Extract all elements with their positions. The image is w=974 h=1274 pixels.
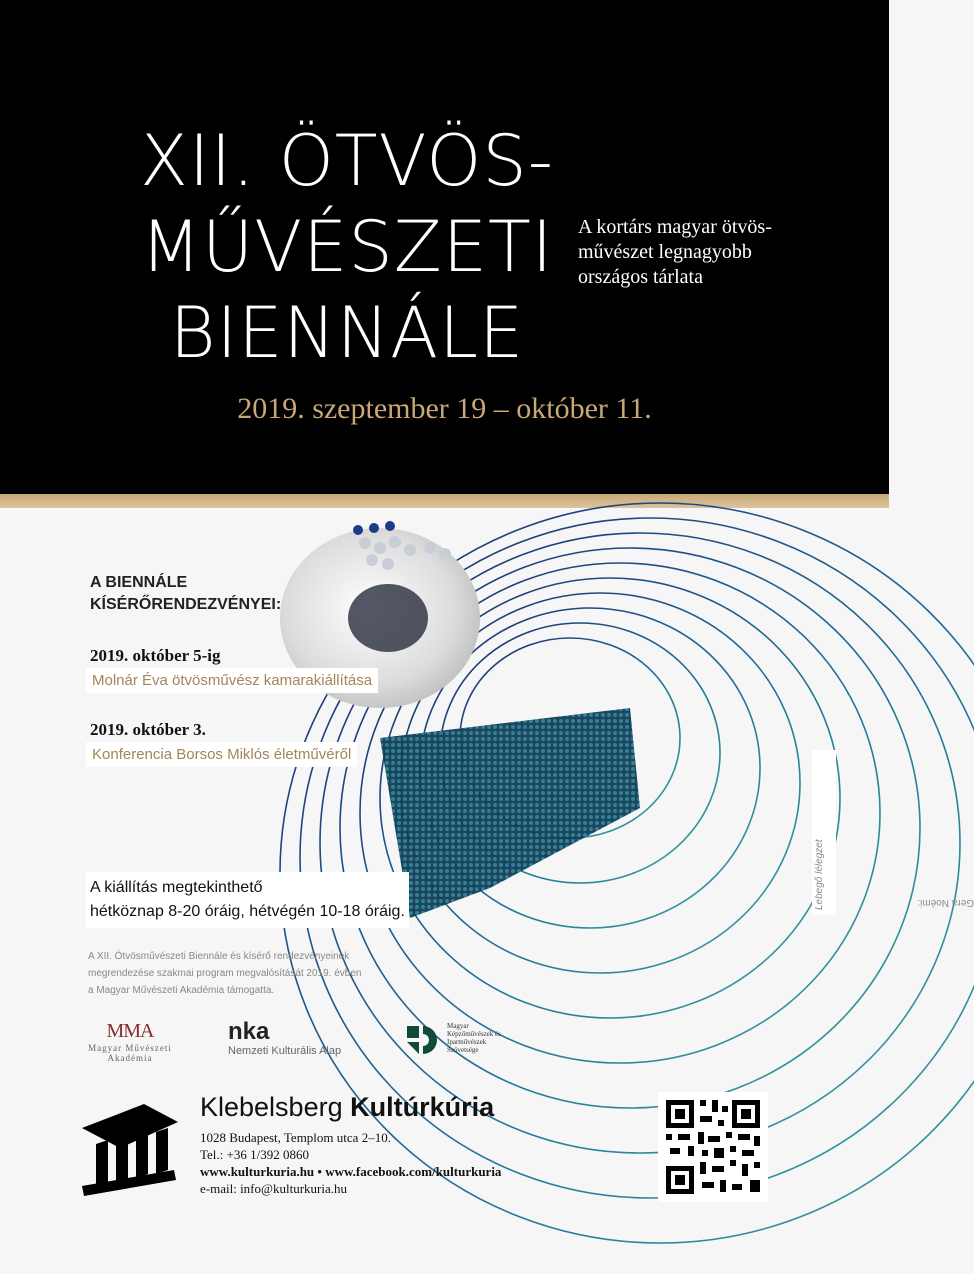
- subtitle-line: művészet legnagyobb: [578, 241, 752, 263]
- szovetseg-logo: [405, 1020, 515, 1070]
- nka-logo: [228, 1020, 368, 1057]
- title-line: BIENNÁLE: [169, 292, 525, 374]
- title-line: MŰVÉSZETI: [140, 206, 554, 288]
- poster-title: [112, 118, 582, 376]
- support-line: megrendezése szakmai program megvalósítását 2019. évben: [88, 968, 362, 979]
- szovetseg-line: Iparművészek: [447, 1038, 487, 1046]
- support-line: A XII. Ötvösművészeti Biennále és kísérő rendezvényeinek: [88, 951, 350, 962]
- nka-name: Nemzeti Kulturális Alap: [228, 1045, 342, 1057]
- szovetseg-line: Magyar: [447, 1022, 469, 1030]
- qr-code[interactable]: [658, 1092, 768, 1202]
- event-date: 2019. október 5-ig: [90, 646, 221, 665]
- support-note: [88, 948, 428, 999]
- venue-name-light: Klebelsberg: [200, 1092, 343, 1122]
- events-heading-line: KÍSÉRŐRENDEZVÉNYEI:: [90, 596, 282, 613]
- events-heading-line: A BIENNÁLE: [90, 574, 188, 591]
- subtitle-line: országos tárlata: [578, 266, 703, 288]
- mma-name-line: Akadémia: [107, 1053, 153, 1063]
- opening-line: hétköznap 8-20 óráig, hétvégén 10-18 óráig.: [90, 903, 405, 920]
- mma-mark: MMA: [106, 1020, 154, 1042]
- gold-divider: [0, 494, 889, 508]
- venue-name-bold: Kultúrkúria: [350, 1092, 495, 1122]
- opening-hours: [86, 872, 409, 928]
- building-icon: [74, 1098, 184, 1198]
- venue-phone: Tel.: +36 1/392 0860: [200, 1147, 309, 1162]
- credit-work: Lebegő lélegzet: [814, 839, 825, 910]
- mma-name-line: Magyar Művészeti: [88, 1043, 172, 1053]
- poster-subtitle: [578, 215, 838, 290]
- artwork-image: [270, 508, 889, 1108]
- credit-author: Gera Noémi:: [917, 897, 974, 908]
- exhibition-dates: 2019. szeptember 19 – október 11.: [237, 392, 652, 425]
- mma-logo: [80, 1020, 180, 1063]
- support-line: a Magyar Művészeti Akadémia támogatta.: [88, 985, 275, 996]
- event-title: Molnár Éva ötvösművész kamarakiállítása: [86, 668, 378, 693]
- venue-name: [200, 1092, 494, 1123]
- events-heading: [90, 572, 281, 616]
- qr-code-icon: [658, 1092, 768, 1202]
- nka-mark: nka: [228, 1018, 270, 1045]
- szovetseg-icon: [405, 1024, 437, 1056]
- venue-web-link[interactable]: www.kulturkuria.hu • www.facebook.com/kulturkuria: [200, 1164, 502, 1179]
- venue-address: 1028 Budapest, Templom utca 2–10.: [200, 1130, 391, 1145]
- subtitle-line: A kortárs magyar ötvös-: [578, 216, 772, 238]
- venue-email-link[interactable]: e-mail: info@kulturkuria.hu: [200, 1181, 347, 1196]
- image-credit: [812, 750, 974, 915]
- event-title: Konferencia Borsos Miklós életművéről: [86, 742, 357, 767]
- szovetseg-line: Szövetsége: [447, 1046, 479, 1054]
- szovetseg-line: Képzőművészek és: [447, 1030, 501, 1038]
- event-date: 2019. október 3.: [90, 720, 206, 739]
- title-line: XII. ÖTVÖS-: [139, 120, 555, 202]
- opening-line: A kiállítás megtekinthető: [90, 879, 263, 896]
